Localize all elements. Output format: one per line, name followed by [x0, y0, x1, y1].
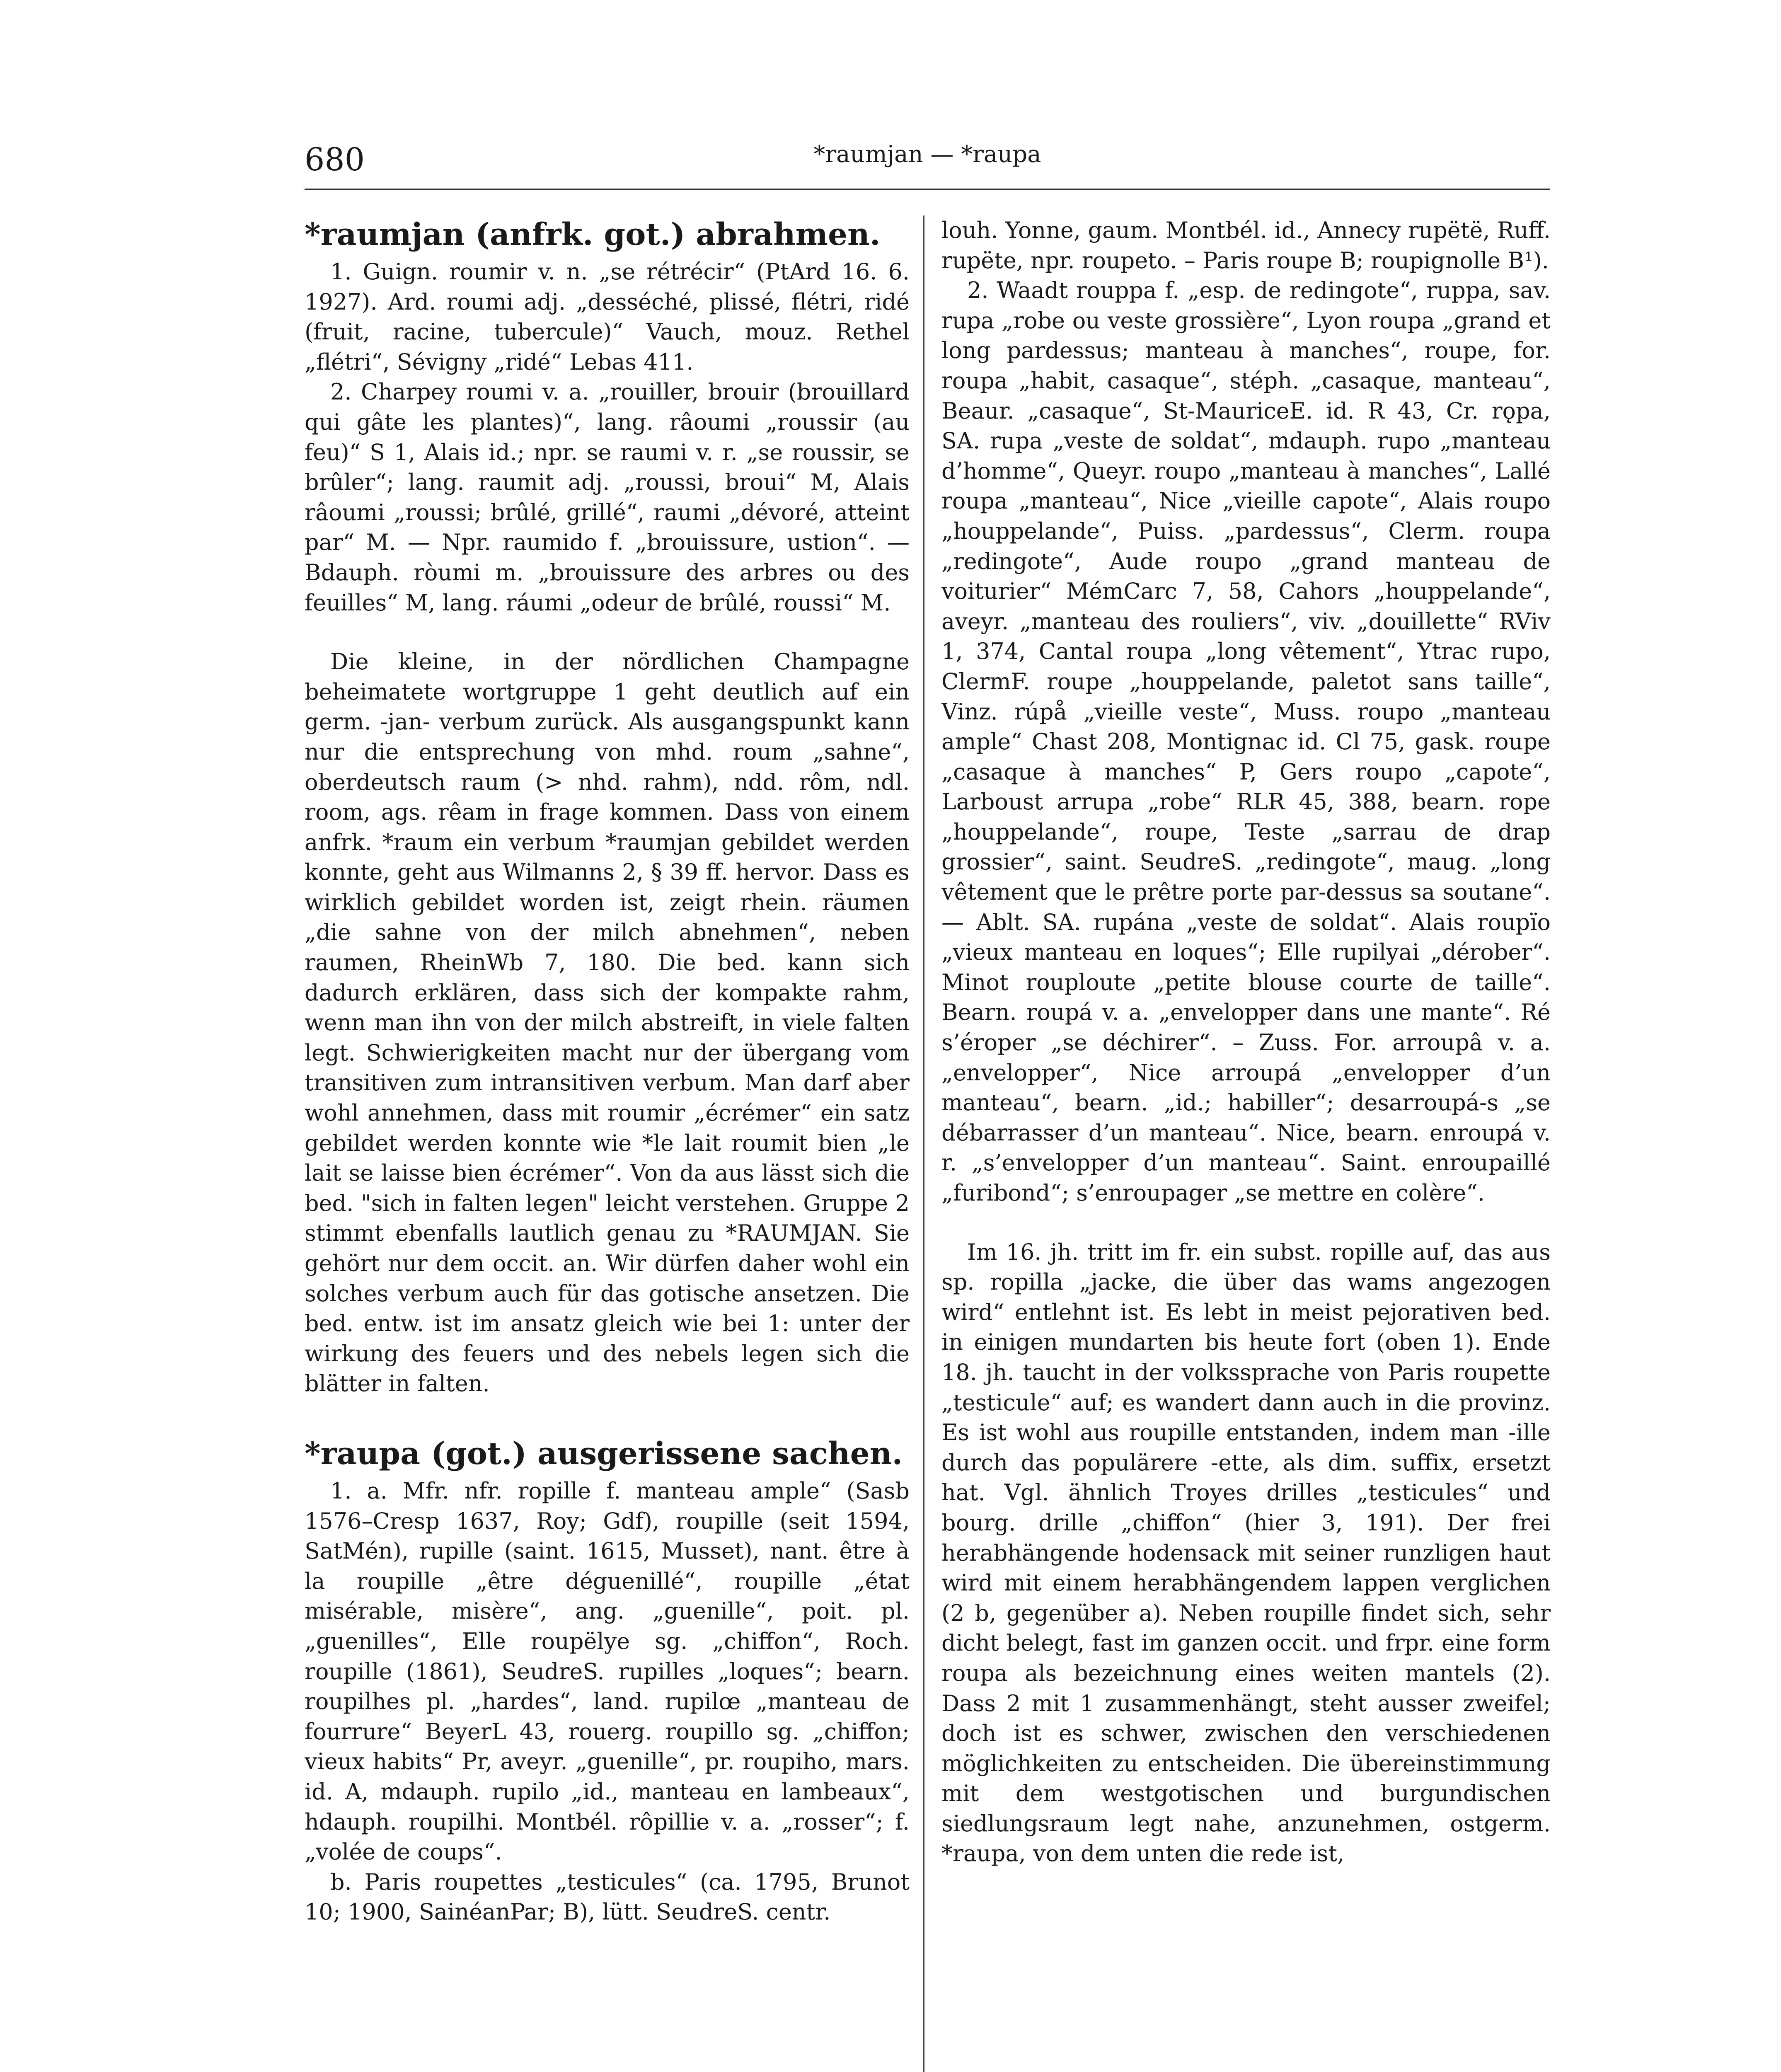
page-number: 680	[305, 141, 365, 178]
column-divider	[923, 215, 924, 2072]
running-head: *raumjan — *raupa	[813, 141, 1041, 168]
sense-2: 2. Waadt rouppa f. „esp. de redingote“, ruppa, sav. rupa „robe ou veste grossière“, Lyon roupa „grand et long pardessus; manteau à manches“, roupe, for. roupa „habit, casaque“, stéph. „casaque, manteau“, Beaur. „casaque“, St-MauriceE. id. R 43, Cr. rǫpa, SA. rupa „veste de soldat“, mdauph. rupo „manteau d’homme“, Queyr. roupo „manteau à manches“, Lallé roupa „manteau“, Nice „vieille capote“, Alais roupo „houppelande“, Puiss. „pardessus“, Clerm. roupa „redingote“, Aude roupo „grand manteau de voiturier“ MémCarc 7, 58, Cahors „houppelande“, aveyr. „manteau des rouliers“, viv. „douillette“ RViv 1, 374, Cantal roupa „long vêtement“, Ytrac rupo, ClermF. roupe „houppelande, paletot sans taille“, Vinz. rúpå „vieille veste“, Muss. roupo „manteau ample“ Chast 208, Montignac id. Cl 75, gask. roupe „casaque à manches“ P, Gers roupo „capote“, Larboust arrupa „robe“ RLR 45, 388, bearn. rope „houppelande“, roupe, Teste „sarrau de drap grossier“, saint. SeudreS. „redingote“, maug. „long vêtement que le prêtre porte par-dessus sa soutane“. — Ablt. SA. rupána „veste de soldat“. Alais roupïo „vieux manteau en loques“; Elle rupilyai „dérober“. Minot rouploute „petite blouse courte de taille“. Bearn. roupá v. a. „envelopper dans une mante“. Ré s’éroper „se déchirer“. – Zuss. For. arroupâ v. a. „envelopper“, Nice arroupá „envelopper d’un manteau“, bearn. „id.; habiller“; desarroupá-s „se débarrasser d’un manteau“. Nice, bearn. enroupá v. r. „s’envelopper d’un manteau“. Saint. enroupaillé „furibond“; s’enroupager „se mettre en colère“.	[941, 277, 1551, 1206]
entry-raupa	[305, 1435, 910, 1927]
sense-1a: 1. a. Mfr. nfr. ropille f. manteau ample“ (Sasb 1576–Cresp 1637, Roy; Gdf), roupille (seit 1594, SatMén), rupille (saint. 1615, Musset), nant. être à la roupille „être déguenillé“, roupille „état misérable, misère“, ang. „guenille“, poit. pl. „guenilles“, Elle roupëlye sg. „chiffon“, Roch. roupille (1861), SeudreS. rupilles „loques“; bearn. roupilhes pl. „hardes“, land. rupilœ „manteau de fourrure“ BeyerL 43, rouerg. roupillo sg. „chiffon; vieux habits“ Pr, aveyr. „guenille“, pr. roupiho, mars. id. A, mdauph. rupilo „id., manteau en lambeaux“, hdauph. roupilhi. Montbél. rôpillie v. a. „rosser“; f. „volée de coups“.	[305, 1477, 910, 1865]
page-header	[305, 141, 1550, 182]
headword-raupa: *raupa (got.) ausgerissene sachen.	[305, 1435, 903, 1472]
entry-raumjan	[305, 215, 910, 1399]
headword-raumjan: *raumjan (anfrk. got.) abrahmen.	[305, 217, 881, 252]
sense-1b: b. Paris roupettes „testicules“ (ca. 1795, Brunot 10; 1900, SainéanPar; B), lütt. SeudreS. centr.	[305, 1869, 910, 1925]
right-column	[941, 215, 1551, 1869]
sense-2: 2. Charpey roumi v. a. „rouiller, brouir (brouillard qui gâte les plantes)“, lang. râoumi „roussir (au feu)“ S 1, Alais id.; npr. se raumi v. r. „se roussir, se brûler“; lang. raumit adj. „roussi, broui“ M, Alais râoumi „roussi; brûlé, grillé“, raumi „dévoré, atteint par“ M. — Npr. raumido f. „brouissure, ustion“. — Bdauph. ròumi m. „brouissure des arbres ou des feuilles“ M, lang. ráumi „odeur de brûlé, roussi“ M.	[305, 379, 910, 616]
commentary: Im 16. jh. tritt im fr. ein subst. ropille auf, das aus sp. ropilla „jacke, die über das wams angezogen wird“ entlehnt ist. Es lebt in meist pejorativen bed. in einigen mundarten bis heute fort (oben 1). Ende 18. jh. taucht in der volkssprache von Paris roupette „testicule“ auf; es wandert dann auch in die provinz. Es ist wohl aus roupille entstanden, indem man -ille durch das populärere -ette, als dim. suffix, ersetzt hat. Vgl. ähnlich Troyes drilles „testicules“ und bourg. drille „chiffon“ (hier 3, 191). Der frei herabhängende hodensack mit seiner runzligen haut wird mit einem herabhängendem lappen verglichen (2 b, gegenüber a). Neben roupille findet sich, sehr dicht belegt, fast im ganzen occit. und frpr. eine form roupa als bezeichnung eines weiten mantels (2). Dass 2 mit 1 zusammenhängt, steht ausser zweifel; doch ist es schwer, zwischen den verschiedenen möglichkeiten zu entscheiden. Die übereinstimmung mit dem westgotischen und burgundischen siedlungsraum legt nahe, anzunehmen, ostgerm. *raupa, von dem unten die rede ist,	[941, 1239, 1551, 1867]
left-column	[305, 215, 910, 1927]
spacer	[305, 1399, 910, 1435]
continued-text: louh. Yonne, gaum. Montbél. id., Annecy rupëtë, Ruff. rupëte, npr. roupeto. – Paris roupe B; roupignolle B¹).	[941, 217, 1551, 274]
sense-1: 1. Guign. roumir v. n. „se rétrécir“ (PtArd 16. 6. 1927). Ard. roumi adj. „desséché, plissé, flétri, ridé (fruit, racine, tubercule)“ Vauch, mouz. Rethel „flétri“, Sévigny „ridé“ Lebas 411.	[305, 259, 910, 375]
commentary: Die kleine, in der nördlichen Champagne beheimatete wortgruppe 1 geht deutlich auf ein germ. -jan- verbum zurück. Als ausgangspunkt kann nur die entsprechung von mhd. roum „sahne“, oberdeutsch raum (> nhd. rahm), ndd. rôm, ndl. room, ags. rêam in frage kommen. Dass von einem anfrk. *raum ein verbum *raumjan gebildet werden konnte, geht aus Wilmanns 2, § 39 ff. hervor. Dass es wirklich gebildet worden ist, zeigt rhein. räumen „die sahne von der milch abnehmen“, neben raumen, RheinWb 7, 180. Die bed. kann sich dadurch erklären, dass sich der kompakte rahm, wenn man ihn von der milch abstreift, in viele falten legt. Schwierigkeiten macht nur der übergang vom transitiven zum intransitiven verbum. Man darf aber wohl annehmen, dass mit roumir „écrémer“ ein satz gebildet werden konnte wie *le lait roumit bien „le lait se laisse bien écrémer“. Von da aus lässt sich die bed. "sich in falten legen" leicht verstehen. Gruppe 2 stimmt ebenfalls lautlich genau zu *RAUMJAN. Sie gehört nur dem occit. an. Wir dürfen daher wohl ein solches verbum auch für das gotische ansetzen. Die bed. entw. ist im ansatz gleich wie bei 1: unter der wirkung des feuers und des nebels legen sich die blätter in falten.	[305, 649, 910, 1397]
spacer	[305, 618, 910, 647]
spacer	[941, 1208, 1551, 1237]
header-rule	[305, 189, 1550, 190]
